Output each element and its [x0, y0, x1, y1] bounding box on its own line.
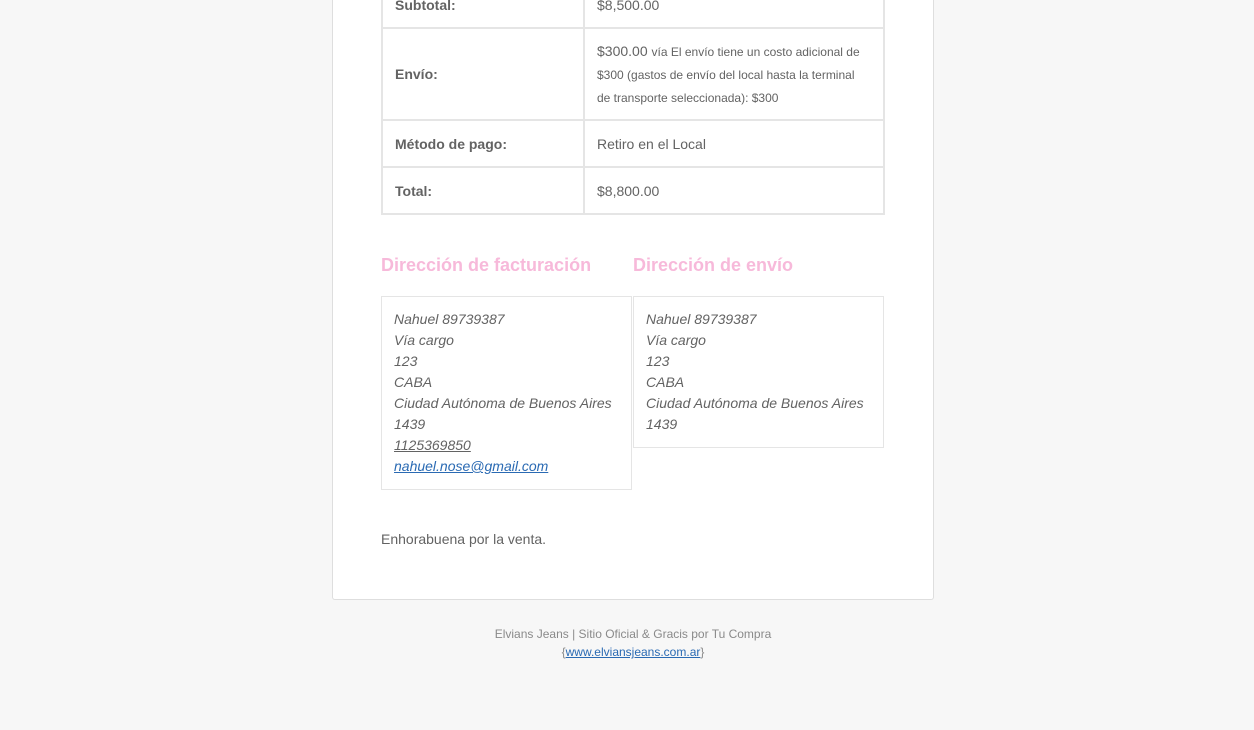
footer-link-line — [332, 643, 934, 661]
total-value: $8,800.00 — [584, 167, 884, 214]
payment-method-row — [382, 120, 884, 167]
subtotal-row — [382, 0, 884, 28]
shipping-state: Ciudad Autónoma de Buenos Aires — [646, 395, 864, 411]
billing-state: Ciudad Autónoma de Buenos Aires — [394, 395, 612, 411]
shipping-number: 123 — [646, 353, 670, 369]
shipping-name: Nahuel 89739387 — [646, 311, 757, 327]
footer-site-link[interactable]: www.elviansjeans.com.ar — [565, 645, 701, 659]
shipping-address-heading: Dirección de envío — [633, 255, 794, 275]
billing-address-box — [381, 296, 632, 490]
footer — [332, 625, 934, 661]
billing-postcode: 1439 — [394, 416, 426, 432]
order-totals-table — [381, 0, 885, 215]
billing-email-link[interactable]: nahuel.nose@gmail.com — [394, 458, 549, 474]
billing-phone-link[interactable]: 1125369850 — [394, 437, 471, 453]
billing-city: CABA — [394, 374, 433, 390]
subtotal-value: $8,500.00 — [584, 0, 884, 28]
billing-name: Nahuel 89739387 — [394, 311, 505, 327]
footer-brace-close: } — [700, 645, 705, 659]
billing-street: Vía cargo — [394, 332, 454, 348]
subtotal-label: Subtotal: — [382, 0, 584, 28]
congrats-message: Enhorabuena por la venta. — [381, 531, 547, 547]
payment-method-value: Retiro en el Local — [584, 120, 884, 167]
shipping-note: vía El envío tiene un costo adicional de $300 (gastos de envío del local hasta la terminal de transporte seleccionada): $300 — [597, 44, 860, 105]
shipping-street: Vía cargo — [646, 332, 706, 348]
footer-brace-open: { — [561, 645, 566, 659]
shipping-value — [584, 28, 884, 120]
payment-method-label: Método de pago: — [382, 120, 584, 167]
shipping-row — [382, 28, 884, 120]
total-label: Total: — [382, 167, 584, 214]
footer-line: Elvians Jeans | Sitio Oficial & Gracis por Tu Compra — [494, 627, 772, 641]
billing-number: 123 — [394, 353, 418, 369]
shipping-city: CABA — [646, 374, 685, 390]
shipping-label: Envío: — [382, 28, 584, 120]
shipping-postcode: 1439 — [646, 416, 678, 432]
total-row — [382, 167, 884, 214]
shipping-amount: $300.00 — [597, 42, 648, 59]
shipping-address-box — [633, 296, 884, 448]
billing-address-heading: Dirección de facturación — [381, 255, 592, 275]
